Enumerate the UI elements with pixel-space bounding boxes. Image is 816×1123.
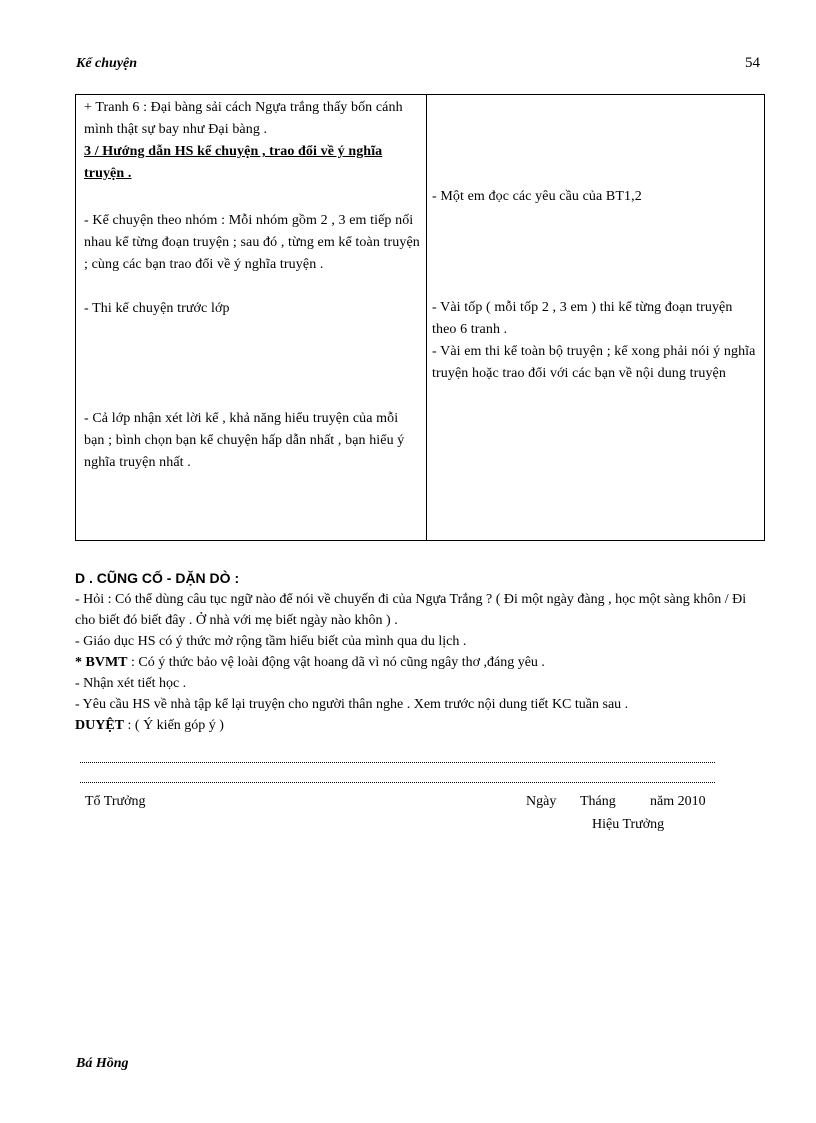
- page-number: 54: [745, 55, 760, 71]
- date-nam-label: năm 2010: [650, 794, 706, 809]
- group-storytelling-text: - Kể chuyện theo nhóm : Mỗi nhóm gồm 2 , 3 em tiếp nối nhau kể từng đoạn truyện ; sau đó , từng em kể toàn truyện ; cùng các bạn trao đổi về ý nghĩa truyện .: [84, 213, 420, 272]
- bvmt-note: [75, 652, 765, 673]
- header-subject: Kể chuyện: [76, 56, 138, 71]
- approval-line: [75, 715, 765, 736]
- dotted-line-1: [80, 762, 715, 763]
- read-requirements-text: - Một em đọc các yêu cầu của BT1,2: [432, 189, 642, 204]
- groups-tell-text: - Vài tốp ( mỗi tốp 2 , 3 em ) thi kể từng đoạn truyện theo 6 tranh .: [432, 300, 733, 337]
- section-d-title: D . CŨNG CỐ - DẶN DÒ :: [75, 570, 240, 586]
- approval-text: : ( Ý kiến góp ý ): [124, 718, 224, 733]
- lesson-review: - Nhận xét tiết học .: [75, 676, 187, 691]
- teacher-activities-column: [76, 95, 427, 540]
- approval-label: DUYỆT: [75, 718, 125, 733]
- bvmt-label: * BVMT: [75, 655, 128, 670]
- whole-story-text: - Vài em thi kể toàn bộ truyện ; kể xong phải nói ý nghĩa truyện hoặc trao đổi với các bạn về nội dung truyện: [432, 344, 756, 381]
- footer-author: Bá Hồng: [76, 1056, 129, 1071]
- tranh6-text: + Tranh 6 : Đại bàng sải cách Ngựa trắng thấy bốn cánh mình thật sự bay như Đại bàng .: [84, 100, 403, 137]
- section-d: [75, 568, 765, 736]
- class-contest-text: - Thi kể chuyện trước lớp: [84, 301, 230, 316]
- student-activities-column: [427, 95, 764, 540]
- dotted-line-2: [80, 782, 715, 783]
- heading-guide-storytelling: 3 / Hướng dẫn HS kể chuyện , trao đổi về ý nghĩa truyện .: [84, 144, 383, 181]
- question-proverb: - Hỏi : Có thể dùng câu tục ngữ nào để nói về chuyến đi của Ngựa Trắng ? ( Đi một ngày đàng , học một sàng khôn / Đi cho biết đó biết đây . Ở nhà với mẹ biết ngày nào khôn ) .: [75, 592, 747, 628]
- hieu-truong-label: Hiệu Trưởng: [592, 817, 665, 832]
- homework-note: - Yêu cầu HS về nhà tập kể lại truyện cho người thân nghe . Xem trước nội dung tiết KC tuần sau .: [75, 697, 629, 712]
- class-review-text: - Cả lớp nhận xét lời kể , khả năng hiểu truyện của mỗi bạn ; bình chọn bạn kể chuyện hấp dẫn nhất , bạn hiểu ý nghĩa truyện nhất .: [84, 411, 405, 470]
- lesson-table: [75, 94, 765, 541]
- date-thang-label: Tháng: [580, 794, 616, 809]
- bvmt-text: : Có ý thức bảo vệ loài động vật hoang dã vì nó cũng ngây thơ ,đáng yêu .: [127, 655, 545, 670]
- education-note: - Giáo dục HS có ý thức mở rộng tầm hiểu biết của mình qua du lịch .: [75, 634, 467, 649]
- date-ngay-label: Ngày: [526, 794, 557, 809]
- to-truong-label: Tổ Trưởng: [85, 794, 146, 809]
